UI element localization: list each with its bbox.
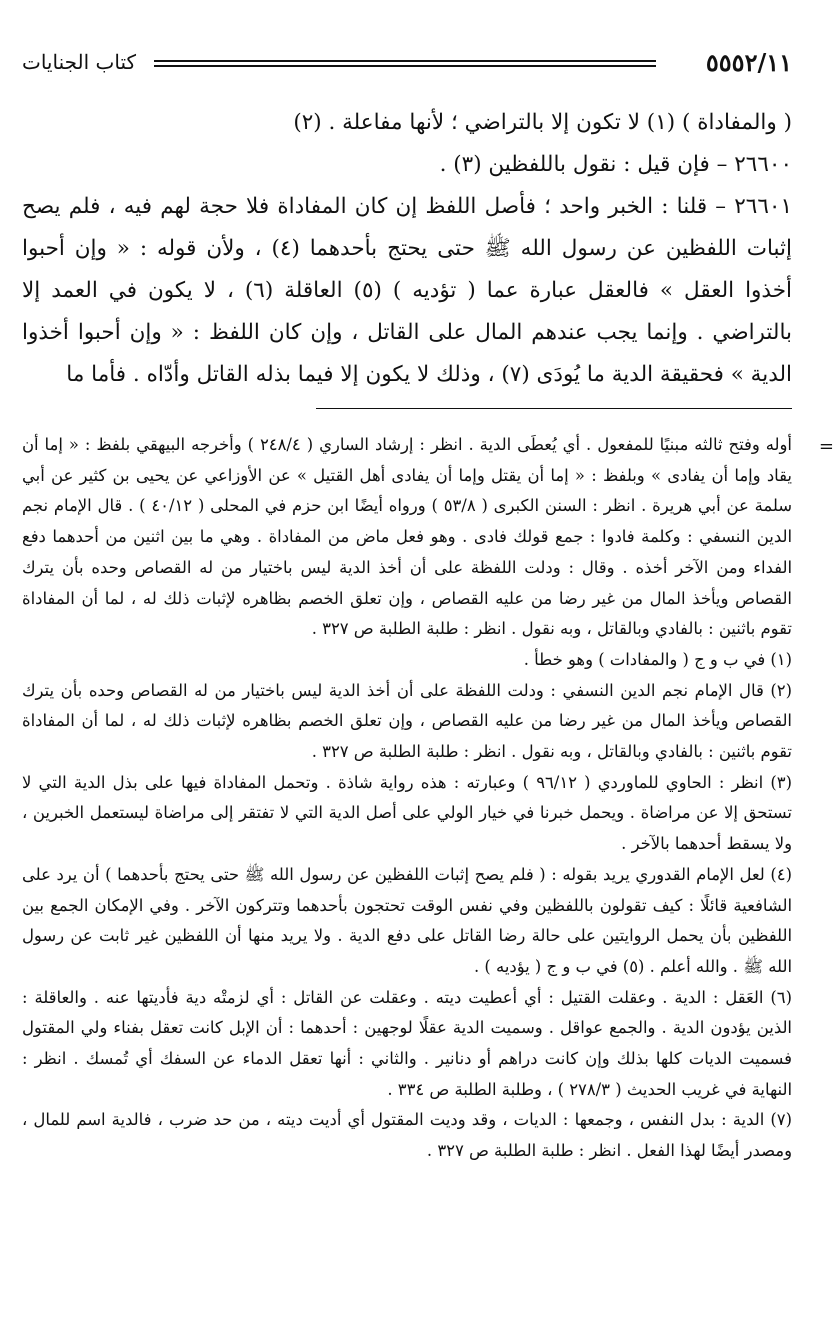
main-text xyxy=(22,102,792,396)
footnote: (٤) لعل الإمام القدوري يريد بقوله : ( فلم يصح إثبات اللفظين عن رسول الله ﷺ حتى يحتج بأحدهما ) أن يرد على الشافعية قائلًا : كيف تقولون باللفظين وفي نفس الوقت تحتجون بأحدهما وتتركون الآخر . وفي الإمكان الجمع بين اللفظين بأن يحمل الروايتين على حالة رضا القاتل على دفع الدية . ولا يريد منها أن اللفظين غير ثابت عن رسول الله ﷺ . والله أعلم . (٥) في ب و ج ( يؤديه ) . xyxy=(22,864,792,976)
footnote: (١) في ب و ج ( والمفادات ) وهو خطأ . xyxy=(523,649,792,669)
footnote: (٦) العَقل : الدية . وعقلت القتيل : أي أعطيت ديته . وعقلت عن القاتل : أي لزمتْه دية فأديتها عنه . والعاقلة : الذين يؤدون الدية . والجمع عواقل . وسميت الدية عقلًا لوجهين : أحدهما : أن الإبل كانت تعقل بفناء ولي المقتول فسميت الديات كلها بذلك وإن كانت دراهم أو دنانير . والثاني : أنها تعقل الدماء عن السفك أي تُمسك . انظر : النهاية في غريب الحديث ( ٢٧٨/٣ ) ، وطلبة الطلبة ص ٣٣٤ . xyxy=(22,987,792,1099)
header-rule xyxy=(154,60,656,67)
main-paragraph: ٢٦٦٠١ – قلنا : الخبر واحد ؛ فأصل اللفظ إن كان المفاداة فلا حجة لهم فيه ، فلم يصح إثبات اللفظين عن رسول الله ﷺ حتى يحتج بأحدهما (٤) ، ولأن قوله : « وإن أحبوا أخذوا العقل » فالعقل عبارة عما ( تؤديه ) (٥) العاقلة (٦) ، لا يكون في العمد إلا بالتراضي . وإنما يجب عندهم المال على القاتل ، وإن كان اللفظ : « وإن أحبوا أخذوا الدية » فحقيقة الدية ما يُودَى (٧) ، وذلك لا يكون إلا فيما بذله القاتل وأدّاه . فأما ما xyxy=(22,194,792,387)
continuation-mark: = xyxy=(818,436,834,457)
footnote: (٧) الدية : بدل النفس ، وجمعها : الديات ، وقد وديت المقتول أي أديت ديته ، من حد ضرب ، فالدية اسم للمال ، ومصدر أيضًا لهذا الفعل . انظر : طلبة الطلبة ص ٣٢٧ . xyxy=(22,1110,792,1161)
page-number: ٥٥٥٢/١١ xyxy=(705,48,792,77)
book-title: كتاب الجنايات xyxy=(22,50,137,74)
main-paragraph: ( والمفاداة ) (١) لا تكون إلا بالتراضي ؛ لأنها مفاعلة . (٢) xyxy=(293,110,792,135)
footnote: أوله وفتح ثالثه مبنيًا للمفعول . أي يُعطَى الدية . انظر : إرشاد الساري ( ٢٤٨/٤ ) وأخرجه البيهقي بلفظ : « إما أن يقاد وإما أن يفادى » وبلفظ : « إما أن يقتل وإما أن يفادى أهل القتيل » عن الأوزاعي عن يحيى بن كثير عن أبي سلمة عن أبي هريرة . انظر : السنن الكبرى ( ٥٣/٨ ) ورواه أيضًا ابن حزم في المحلى ( ٤٠/١٢ ) . قال الإمام نجم الدين النسفي : وكلمة فادوا : جمع قولك فادى . وهو فعل ماض من المفاداة . وهي ما بين اثنين من أحدهما دفع الفداء ومن الآخر أخذه . وقال : ودلت اللفظة على أن أخذ الدية ليس باختيار من له القصاص وحده بأن يترك القصاص ويأخذ المال من غير رضا من عليه القصاص ، وإن تعلق الخصم بظاهره لإثبات ذلك له ، لما أن المفاداة تقوم باثنين : بالفادي وبالقاتل ، وبه نقول . انظر : طلبة الطلبة ص ٣٢٧ . xyxy=(22,435,792,639)
footnote: (٢) قال الإمام نجم الدين النسفي : ودلت اللفظة على أن أخذ الدية ليس باختيار من له القصاص وحده بأن يترك القصاص ويأخذ المال من غير رضا من عليه القصاص ، وإن تعلق الخصم بظاهره لإثبات ذلك له ، لما أن المفاداة تقوم باثنين : بالفادي وبالقاتل ، وبه نقول . انظر : طلبة الطلبة ص ٣٢٧ . xyxy=(22,680,792,762)
footnotes xyxy=(22,430,792,1167)
footnote: (٣) انظر : الحاوي للماوردي ( ٩٦/١٢ ) وعبارته : هذه رواية شاذة . وتحمل المفاداة فيها على بذل الدية التي لا تستحق إلا عن مراضاة . ويحمل خبرنا في خيار الولي على أصل الدية التي لا تفتقر إلى مراضاة ليستعمل الخبرين ، ولا يسقط أحدهما بالآخر . xyxy=(22,772,792,854)
footnote-divider xyxy=(316,408,792,409)
running-header xyxy=(22,44,792,84)
main-paragraph: ٢٦٦٠٠ – فإن قيل : نقول باللفظين (٣) . xyxy=(439,152,792,177)
